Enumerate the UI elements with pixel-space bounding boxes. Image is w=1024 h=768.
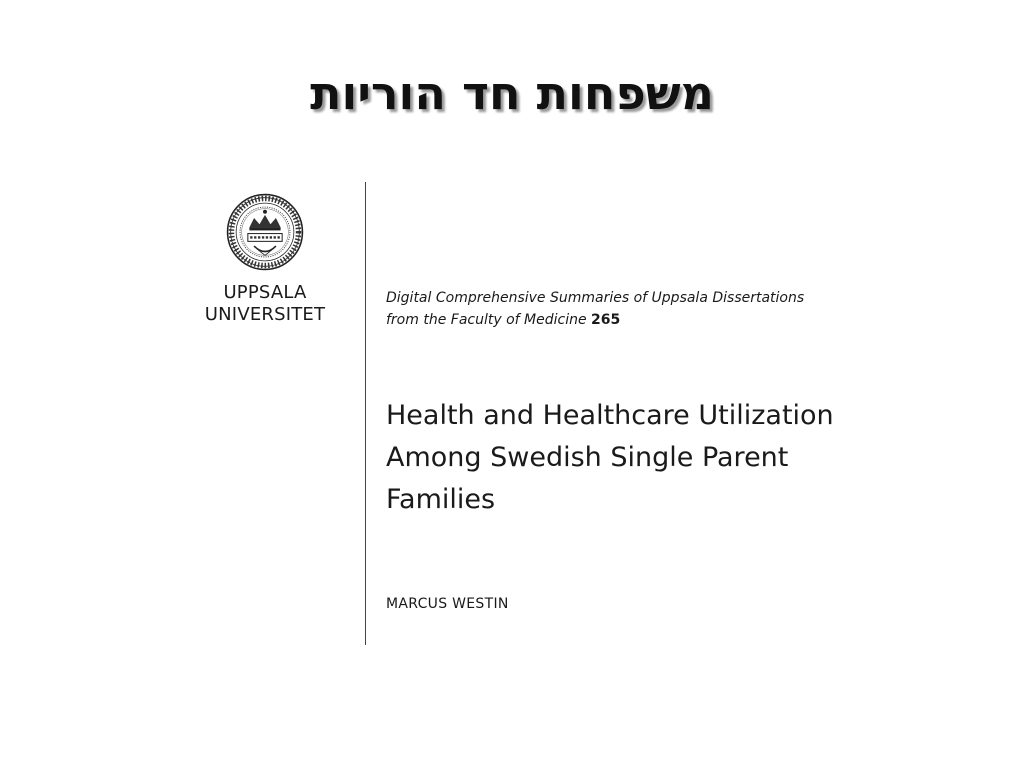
series-number: 265 (591, 312, 621, 328)
series-info (386, 287, 856, 331)
university-name-line1: UPPSALA (223, 282, 307, 303)
vertical-divider (365, 182, 366, 645)
thesis-title-line1: Health and Healthcare Utilization (386, 400, 834, 431)
thesis-title-line2: Among Swedish Single Parent (386, 442, 789, 473)
slide-title: משפחות חד הוריות (310, 66, 714, 120)
series-line1: Digital Comprehensive Summaries of Uppsala Dissertations (386, 290, 805, 306)
series-line2: from the Faculty of Medicine (386, 312, 587, 328)
university-name-line2: UNIVERSITET (204, 304, 326, 325)
thesis-title (386, 395, 886, 521)
author-name: MARCUS WESTIN (386, 596, 509, 612)
university-name (190, 282, 340, 326)
thesis-title-line3: Families (386, 484, 496, 515)
university-seal-icon (226, 193, 304, 271)
